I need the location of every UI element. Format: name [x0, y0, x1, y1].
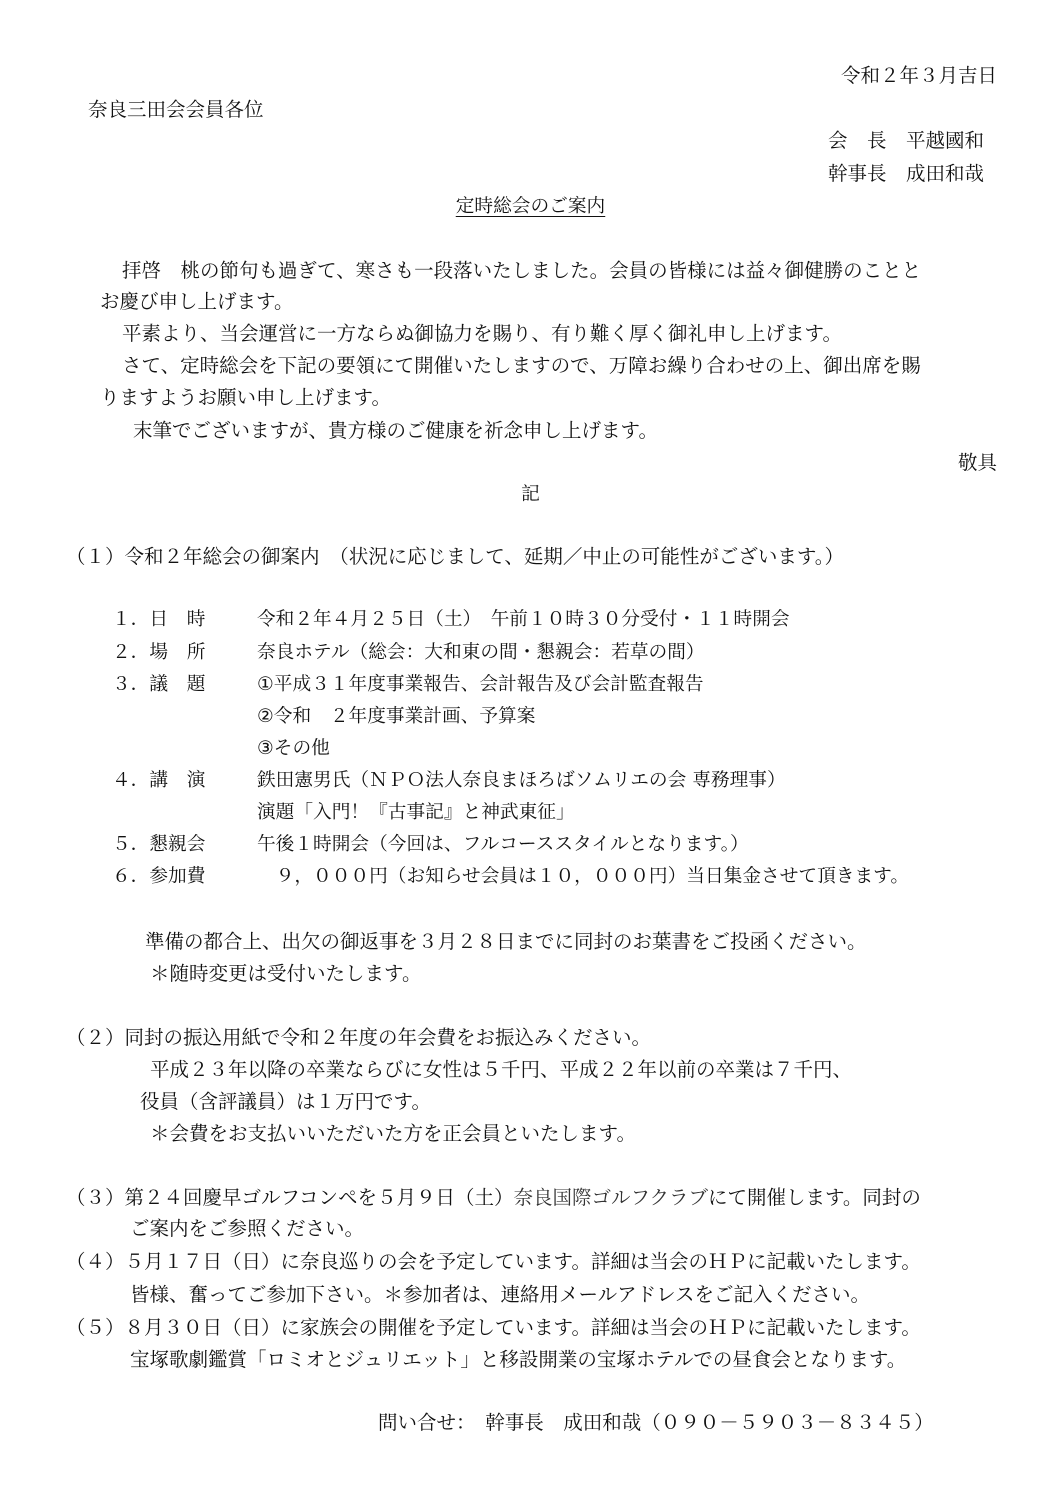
document-date: 令和２年３月吉日 — [840, 64, 997, 87]
section-4-heading: （４）５月１７日（日）に奈良巡りの会を予定しています。詳細は当会のＨＰに記載いたします。 — [66, 1250, 921, 1273]
closing-phrase: 敬具 — [957, 451, 997, 474]
detail-value: ②令和 ２年度事業計画、予算案 — [257, 706, 536, 727]
section-3-heading-pre: （３）第２４回慶早ゴルフコンペを５月９日（土） — [66, 1186, 514, 1209]
detail-label: ５．懇親会 — [112, 834, 206, 855]
greeting-line-1: 拝啓 桃の節句も過ぎて、寒さも一段落いたしました。会員の皆様には益々御健勝のことと — [122, 259, 922, 282]
greeting-line-2: お慶び申し上げます。 — [100, 290, 294, 313]
fee-line-2: 役員（含評議員）は１万円です。 — [140, 1090, 431, 1113]
section-5-heading: （５）８月３０日（日）に家族会の開催を予定しています。詳細は当会のＨＰに記載いたします。 — [66, 1316, 921, 1339]
detail-label: ２．場 所 — [112, 642, 206, 663]
secretary-signature: 幹事長 成田和哉 — [828, 162, 985, 185]
detail-row-lecture-title — [0, 804, 1061, 826]
detail-row-reception — [0, 836, 1061, 858]
detail-label: １．日 時 — [112, 609, 206, 630]
detail-row-fee — [0, 868, 1061, 890]
greeting-line-3: 平素より、当会運営に一方ならぬ御協力を賜り、有り難く厚く御礼申し上げます。 — [122, 322, 842, 345]
detail-row-agenda-3 — [0, 740, 1061, 762]
detail-value: 奈良ホテル（総会：大和東の間・懇親会：若草の間） — [257, 642, 705, 663]
contact-info: 問い合せ： 幹事長 成田和哉（０９０－５９０３－８３４５） — [378, 1411, 934, 1434]
ki-heading: 記 — [521, 484, 540, 505]
detail-value: ９，０００円（お知らせ会員は１０，０００円）当日集金させて頂きます。 — [257, 866, 910, 887]
detail-row-agenda — [0, 676, 1061, 698]
detail-row-date — [0, 611, 1061, 633]
detail-row-lecture — [0, 772, 1061, 794]
rsvp-note: 準備の都合上、出欠の御返事を３月２８日までに同封のお葉書をご投函ください。 — [145, 930, 867, 953]
change-note: ＊随時変更は受付いたします。 — [150, 962, 422, 985]
page-title: 定時総会のご案内 — [455, 196, 606, 217]
fee-note: ＊会費をお支払いいただいた方を正会員といたします。 — [150, 1122, 636, 1145]
detail-value: 午後１時開会（今回は、フルコーススタイルとなります。） — [257, 834, 749, 855]
detail-value: ③その他 — [257, 738, 330, 759]
detail-row-place — [0, 644, 1061, 666]
greeting-line-6: 末筆でございますが、貴方様のご健康を祈念申し上げます。 — [133, 419, 658, 442]
addressee: 奈良三田会会員各位 — [88, 98, 264, 121]
section-3-line-2: ご案内をご参照ください。 — [130, 1217, 365, 1240]
section-1-heading: （１）令和２年総会の御案内 （状況に応じまして、延期／中止の可能性がございます。） — [66, 545, 845, 568]
section-3-heading-post: にて開催します。同封の — [707, 1186, 921, 1209]
section-4-line-2: 皆様、奮ってご参加下さい。＊参加者は、連絡用メールアドレスをご記入ください。 — [130, 1283, 871, 1306]
detail-label: ６．参加費 — [112, 866, 206, 887]
section-2-heading: （２）同封の振込用紙で令和２年度の年会費をお振込みください。 — [66, 1026, 652, 1049]
golf-venue: 奈良国際ゴルフクラブ — [513, 1186, 708, 1209]
detail-value: 鉄田憲男氏（ＮＰＯ法人奈良まほろばソムリエの会 専務理事） — [257, 770, 786, 791]
detail-value: ①平成３１年度事業報告、会計報告及び会計監査報告 — [257, 674, 704, 695]
fee-line-1: 平成２３年以降の卒業ならびに女性は５千円、平成２２年以前の卒業は７千円、 — [150, 1058, 853, 1081]
detail-value: 演題「入門！『古事記』と神武東征」 — [257, 802, 575, 823]
section-5-line-2: 宝塚歌劇鑑賞「ロミオとジュリエット」と移設開業の宝塚ホテルでの昼食会となります。 — [130, 1348, 907, 1371]
detail-label: ３．議 題 — [112, 674, 206, 695]
detail-row-agenda-2 — [0, 708, 1061, 730]
greeting-line-4: さて、定時総会を下記の要領にて開催いたしますので、万障お繰り合わせの上、御出席を賜 — [122, 354, 921, 377]
greeting-line-5: りますようお願い申し上げます。 — [100, 386, 391, 409]
detail-value: 令和２年４月２５日（土） 午前１０時３０分受付・１１時開会 — [257, 609, 790, 630]
president-signature: 会 長 平越國和 — [828, 129, 985, 152]
section-3-heading — [66, 1188, 921, 1208]
detail-label: ４．講 演 — [112, 770, 206, 791]
